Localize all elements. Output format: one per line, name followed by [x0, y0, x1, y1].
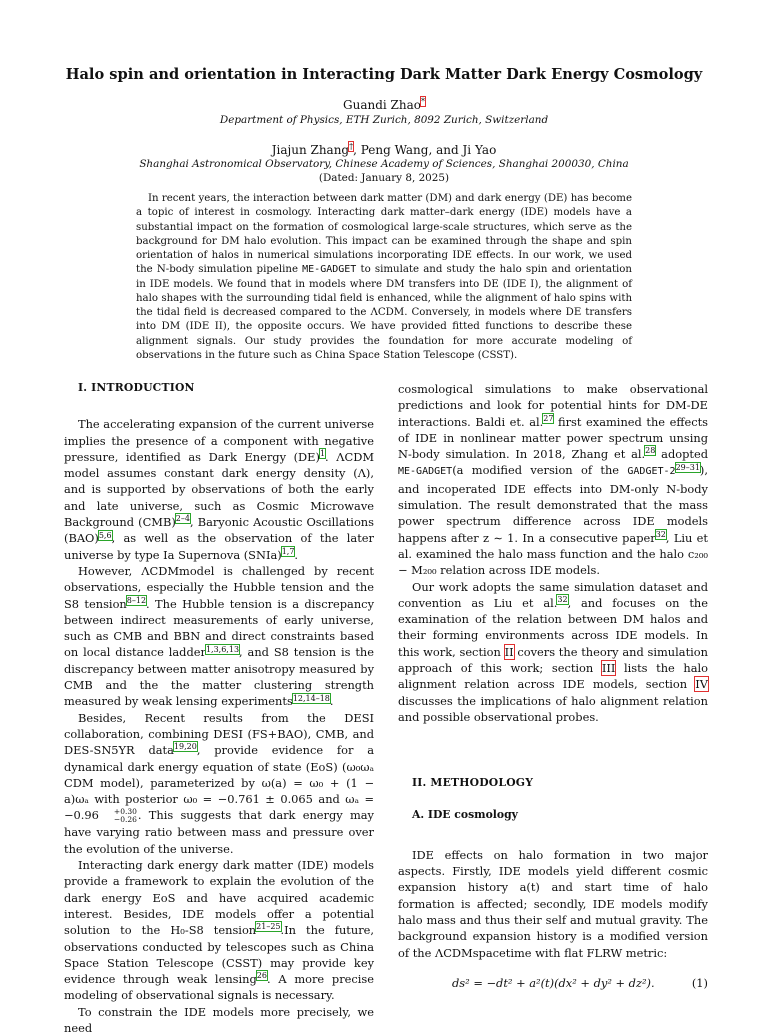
- citation-link[interactable]: 28: [645, 446, 656, 456]
- citation-link[interactable]: 12,14–18: [292, 693, 330, 703]
- author-names-rest: , Peng Wang, and Ji Yao: [353, 143, 497, 157]
- right-column: [398, 381, 708, 995]
- citation-link[interactable]: 32: [655, 529, 666, 539]
- paragraph: cosmological simulations to make observational predictions and look for potential hints for DM-DE interactions. Baldi et. al.$^{27}$ first examined the effects of IDE in nonlinear matter power spectrum unsing N-body simulation. In 2018, Zhang et al.$^{28}$ adopted ME-GADGET(a modified version of the GADGET-2$^{29-31}$), and incoperated IDE effects into DM-only N-body simulation. The result demonstrated that the mass power spectrum difference across IDE models happens after z ∼ 1. In a consecutive paper$^{32}$, Liu et al. examined the halo mass function and the halo c₂₀₀ − M₂₀₀ relation across IDE models.: [398, 382, 708, 578]
- author-line-2: [40, 143, 728, 157]
- paragraph: IDE effects on halo formation in two major aspects. Firstly, IDE models yield different cosmic expansion history a(t) and start time of halo formation is affected; secondly, IDE models modify halo mass and thus their self and mutual gravity. The background expansion history is a modified version of the ΛCDMspacetime with flat FLRW metric:: [398, 847, 708, 960]
- affiliation-eth: Department of Physics, ETH Zurich, 8092 Zurich, Switzerland: [219, 114, 549, 126]
- section-heading-methodology: II. METHODOLOGY: [412, 776, 534, 790]
- code-name: ME-GADGET: [302, 264, 357, 276]
- code-name: ME-GADGET: [398, 466, 453, 478]
- affiliation-shao: Shanghai Astronomical Observatory, Chinese Academy of Sciences, Shanghai 200030, China: [139, 158, 629, 170]
- author-line-1: [40, 98, 728, 112]
- section-ref-link[interactable]: IV: [695, 677, 708, 692]
- author-footnote-link[interactable]: *: [420, 97, 425, 106]
- citation-link[interactable]: 29–31: [675, 462, 700, 472]
- equation-number: (1): [691, 975, 708, 990]
- paragraph: However, ΛCDMmodel is challenged by recent observations, especially the Hubble tension and the S8 tension$^{8-12}$. The Hubble tension is a discrepancy between indirect measurements of early universe, such as CMB and BBN and direct constraints based on local distance ladder$^{1,3,6,13}$, and S8 tension is the discrepancy between matter anisotropy measured by CMB and the the matter clustering strength measured by weak lensing experiments$^{12,14-18}$.: [64, 563, 374, 709]
- citation-link[interactable]: 19,20: [173, 742, 197, 752]
- author-footnote-link[interactable]: †: [349, 142, 354, 151]
- abstract: [136, 192, 632, 363]
- citation-link[interactable]: 26: [256, 971, 267, 981]
- citation-link[interactable]: 2–4: [175, 514, 190, 524]
- abstract-text: In recent years, the interaction between dark matter (DM) and dark energy (DE) has become a topic of interest in cosmology. Interacting dark matter–dark energy (IDE) models have a substantial impact on the formation of cosmological large-scale structures, which serve as the background for DM halo evolution. This impact can be examined through the shape and spin orientation of halos in numerical simulations incorporating IDE effects. In our work, we used the N-body simulation pipeline: [136, 193, 632, 276]
- paragraph: Besides, Recent results from the DESI collaboration, combining DESI (FS+BAO), CMB, and DES-SN5YR data$^{19,20}$, provide evidence for a dynamical dark energy equation of state (EoS) (ω₀ωₐ CDM model), parameterized by ω(a) = ω₀ + (1 − a)ωₐ with posterior ω₀ = −0.761 ± 0.065 and ωₐ = −0.96 +0.30 −0.26 . This suggests that dark energy may have varying ratio between mass and pressure over the evolution of the universe.: [64, 710, 375, 856]
- section-ref-link[interactable]: II: [504, 644, 514, 659]
- paragraph: Our work adopts the same simulation dataset and convention as Liu et al.$^{32}$, and focuses on the examination of the relation between DM halos and their forming environments across IDE models. In this work, section II covers the theory and simulation approach of this work; section III lists the halo alignment relation across IDE models, section IV discusses the implications of halo alignment relation and possible observational probes.: [398, 579, 709, 724]
- exponent-stack: +0.30 −0.26: [113, 807, 137, 825]
- citation-link[interactable]: 1,7: [281, 546, 295, 556]
- equation-1: [398, 975, 708, 995]
- abstract-text: to simulate and study the halo spin and orientation in IDE models. We found that in models where DM transfers into DE (IDE I), the alignment of halo shapes with the surrounding tidal field is enhanced, while the alignment of halo spins with the tidal field is decreased compared to the ΛCDM. Conversely, in models where DE transfers into DM (IDE II), the opposite occurs. We have provided fitted functions to describe these alignment signals. Our study provides the foundation for more accurate modeling of observations in the future such as China Space Station Telescope (CSST).: [136, 264, 632, 361]
- code-name: GADGET-2: [627, 466, 676, 478]
- paragraph: To constrain the IDE models more precisely, we need: [64, 1004, 374, 1035]
- paragraph: The accelerating expansion of the current universe implies the presence of a component with negative pressure, identified as Dark Energy (DE)$^1$. ΛCDM model assumes constant dark energy density (Λ), and is supported by observations of both the early and late universe, such as Cosmic Microwave Background (CMB)$^{2-4}$, Baryonic Acoustic Oscillations (BAO)$^{5,6}$, as well as the observation of the later universe by type Ia Supernova (SNIa)$^{1,7}$.: [64, 417, 374, 562]
- subsection-heading-ide-cosmology: A. IDE cosmology: [412, 807, 518, 821]
- section-ref-link[interactable]: III: [601, 661, 616, 676]
- section-heading-introduction: I. INTRODUCTION: [78, 381, 195, 394]
- date-line: (Dated: January 8, 2025): [318, 172, 450, 184]
- paper-title: Halo spin and orientation in Interacting Dark Matter Dark Energy Cosmology: [65, 66, 703, 83]
- citation-link[interactable]: 8–12: [126, 595, 147, 605]
- author-name: Jiajun Zhang: [271, 143, 350, 157]
- paragraph: Interacting dark energy dark matter (IDE) models provide a framework to explain the evolution of the dark energy EoS and have acquired academic interest. Besides, IDE models offer a potential solution to the H₀-S8 tension$^{21-25}$.In the future, observations conducted by telescopes such as China Space Station Telescope (CSST) may provide key evidence through weak lensing$^{26}$. A more precise modeling of observational signals is necessary.: [64, 858, 375, 1003]
- equation-formula: ds² = −dt² + a²(t)(dx² + dy² + dz²).: [452, 975, 655, 990]
- left-column: [64, 380, 374, 1036]
- citation-link[interactable]: 5,6: [98, 530, 112, 540]
- citation-link[interactable]: 1,3,6,13: [205, 644, 240, 654]
- citation-link[interactable]: 32: [557, 595, 568, 605]
- citation-link[interactable]: 1: [319, 449, 326, 459]
- citation-link[interactable]: 27: [543, 413, 554, 423]
- citation-link[interactable]: 21–25: [256, 922, 281, 932]
- author-name: Guandi Zhao: [343, 98, 421, 112]
